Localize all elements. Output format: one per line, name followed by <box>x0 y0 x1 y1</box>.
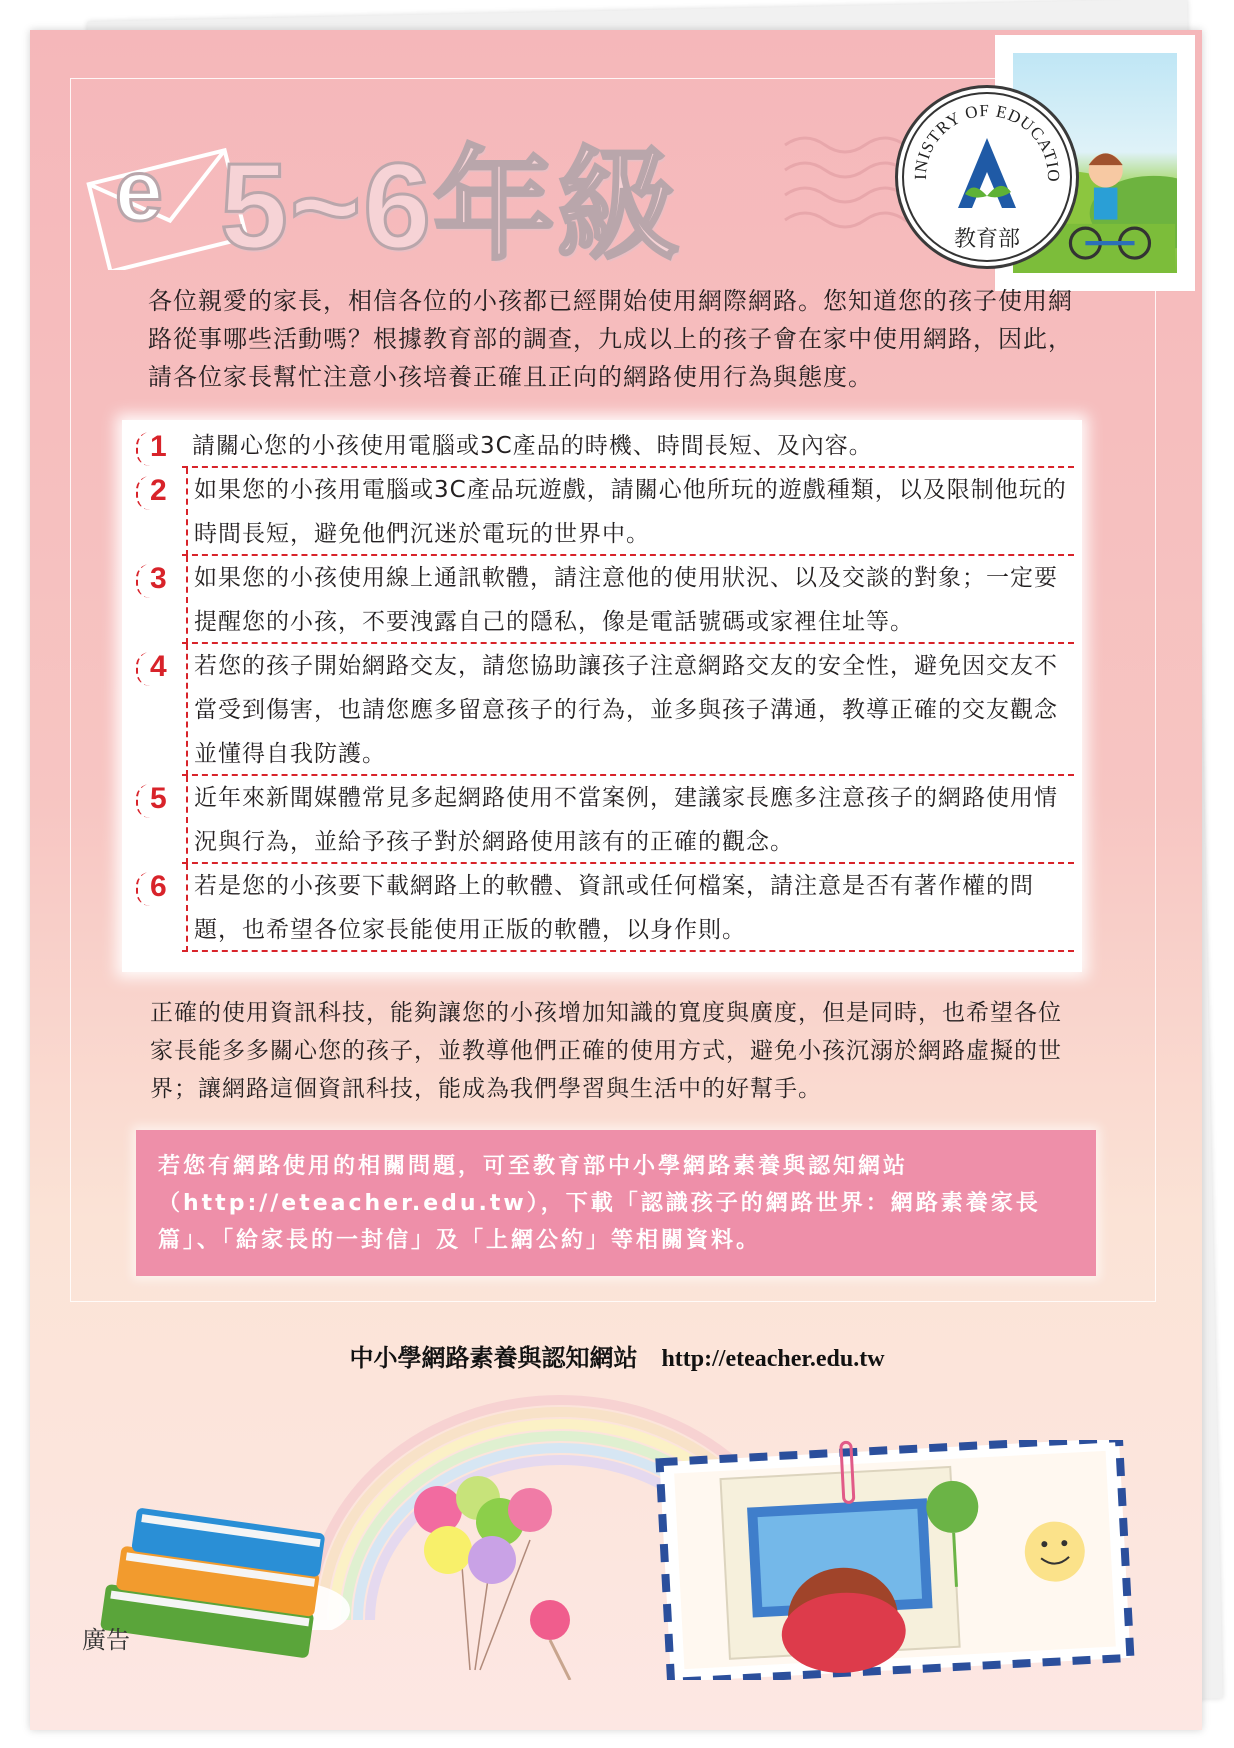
item-text: 近年來新聞媒體常見多起網路使用不當案例，建議家長應多注意孩子的網路使用情況與行為，並給予孩子對於網路使用該有的正確的觀念。 <box>186 776 1074 864</box>
airmail-envelope-illustration <box>655 1440 1135 1680</box>
balloons-illustration <box>400 1470 600 1680</box>
item-text: 如果您的小孩用電腦或3C產品玩遊戲，請關心他所玩的遊戲種類，以及限制他玩的時間長短，避免他們沉迷於電玩的世界中。 <box>186 468 1074 556</box>
logo-english-text: INISTRY OF EDUCATIO <box>910 100 1064 183</box>
tips-list <box>122 420 1082 972</box>
item-number: 3 <box>150 562 167 595</box>
ministry-of-education-logo <box>895 85 1079 269</box>
footer-site-name: 中小學網路素養與認知網站 <box>349 1346 638 1372</box>
item-text: 若您的孩子開始網路交友，請您協助讓孩子注意網路交友的安全性，避免因交友不當受到傷害，也請您應多留意孩子的行為，並多與孩子溝通，教導正確的交友觀念並懂得自我防護。 <box>186 644 1074 776</box>
list-item <box>122 864 1082 952</box>
item-number: 2 <box>150 474 167 507</box>
footer-url[interactable]: http://eteacher.edu.tw <box>661 1346 885 1372</box>
advertisement-label: 廣告 <box>82 1626 130 1654</box>
list-item <box>122 556 1082 644</box>
intro-paragraph: 各位親愛的家長，相信各位的小孩都已經開始使用網際網路。您知道您的孩子使用網路從事哪些活動嗎？根據教育部的調查，九成以上的孩子會在家中使用網路，因此，請各位家長幫忙注意小孩培養正確且正向的網路使用行為與態度。 <box>148 287 1073 391</box>
item-number: 6 <box>150 870 167 903</box>
list-item <box>122 776 1082 864</box>
page-title: 5~6年級 <box>220 138 681 274</box>
item-text: 若是您的小孩要下載網路上的軟體、資訊或任何檔案，請注意是否有著作權的問題，也希望各位家長能使用正版的軟體，以身作則。 <box>186 864 1074 952</box>
item-number: 1 <box>150 430 167 463</box>
envelope-letter: e <box>115 143 163 239</box>
item-number: 5 <box>150 782 167 815</box>
item-divider <box>182 950 1074 952</box>
resource-notice-box <box>136 1130 1096 1276</box>
item-number: 4 <box>150 650 167 683</box>
item-text: 如果您的小孩使用線上通訊軟體，請注意他的使用狀況、以及交談的對象；一定要提醒您的小孩，不要洩露自己的隱私，像是電話號碼或家裡住址等。 <box>186 556 1074 644</box>
item-text: 請關心您的小孩使用電腦或3C產品的時機、時間長短、及內容。 <box>192 433 873 459</box>
closing-paragraph: 正確的使用資訊科技，能夠讓您的小孩增加知識的寬度與廣度，但是同時，也希望各位家長能多多關心您的孩子，並教導他們正確的使用方式，避免小孩沉溺於網路虛擬的世界；讓網路這個資訊科技，能成為我們學習與生活中的好幫手。 <box>150 1000 1062 1102</box>
list-item <box>122 424 1082 468</box>
footer-site-line <box>0 1338 1234 1373</box>
logo-chinese-text: 教育部 <box>953 227 1021 252</box>
notice-text: 若您有網路使用的相關問題，可至教育部中小學網路素養與認知網站（http://eteacher.edu.tw），下載「認識孩子的網路世界：網路素養家長篇」、「給家長的一封信」及「上網公約」等相關資料。 <box>158 1154 1041 1253</box>
list-item <box>122 468 1082 556</box>
list-item <box>122 644 1082 776</box>
